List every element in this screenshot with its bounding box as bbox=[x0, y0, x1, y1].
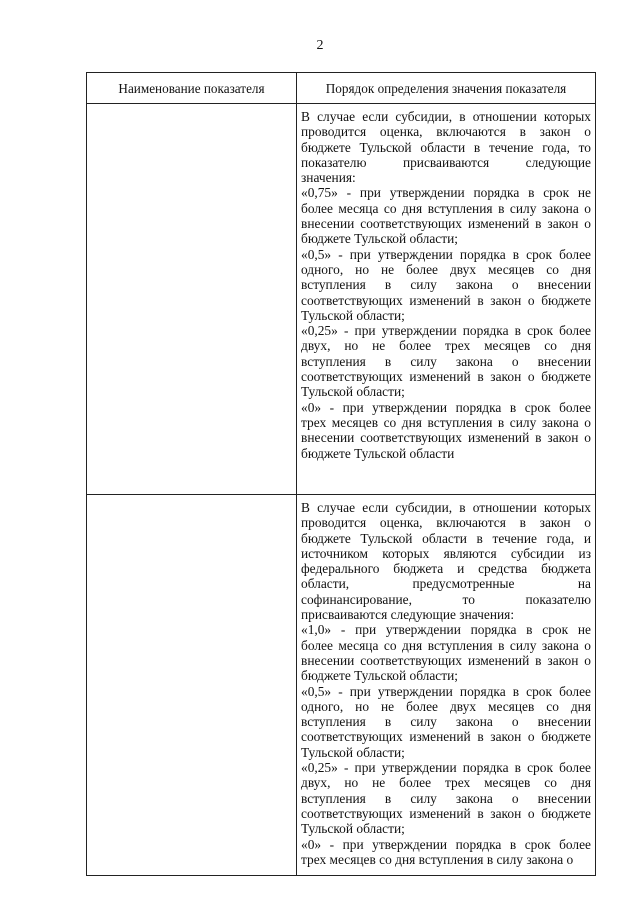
procedure-line: «0» - при утверждении порядка в срок более bbox=[301, 836, 591, 852]
procedure-line: одного, но не более двух месяцев со дня bbox=[301, 261, 591, 277]
procedure-line: «0,5» - при утверждении порядка в срок более bbox=[301, 683, 591, 699]
procedure-line: более месяца со дня вступления в силу закона о bbox=[301, 637, 591, 653]
procedure-line: Тульской области; bbox=[301, 384, 405, 400]
table-header-row bbox=[87, 73, 596, 104]
procedure-line: «0,5» - при утверждении порядка в срок более bbox=[301, 246, 591, 262]
procedure-line: внесении соответствующих изменений в закон о bbox=[301, 652, 591, 668]
procedure-line: внесении соответствующих изменений в закон о bbox=[301, 430, 591, 446]
procedure-line: бюджете Тульской области; bbox=[301, 668, 458, 684]
procedure-line: «0,75» - при утверждении порядка в срок не bbox=[301, 185, 591, 201]
procedure-line: вступления в силу закона о внесении bbox=[301, 714, 591, 730]
procedure-line: источником которых являются субсидии из bbox=[301, 545, 591, 561]
procedure-line: присваиваются следующие значения: bbox=[301, 607, 515, 623]
procedure-line: трех месяцев со дня вступления в силу закона о bbox=[301, 851, 574, 867]
procedure-line: одного, но не более двух месяцев со дня bbox=[301, 698, 591, 714]
procedure-line: федерального бюджета и средства бюджета bbox=[301, 561, 591, 577]
indicator-name-cell bbox=[87, 495, 297, 876]
header-indicator-name: Наименование показателя bbox=[87, 73, 297, 104]
procedure-line: проводится оценка, включаются в закон о bbox=[301, 124, 591, 140]
page-number: 2 bbox=[316, 38, 324, 53]
procedure-line: В случае если субсидии, в отношении которых bbox=[301, 500, 591, 515]
procedure-line: показателю присваиваются следующие bbox=[301, 154, 591, 170]
procedure-line: «1,0» - при утверждении порядка в срок не bbox=[301, 622, 591, 638]
procedure-line: внесении соответствующих изменений в закон о bbox=[301, 216, 591, 232]
procedure-line: соответствующих изменений в закон о бюджете bbox=[301, 369, 591, 385]
procedure-line: бюджете Тульской области; bbox=[301, 231, 458, 247]
procedure-line: соответствующих изменений в закон о бюджете bbox=[301, 805, 591, 821]
procedure-line: проводится оценка, включаются в закон о bbox=[301, 515, 591, 531]
procedure-line: Тульской области; bbox=[301, 744, 405, 760]
procedure-line: «0,25» - при утверждении порядка в срок более bbox=[301, 323, 591, 339]
indicators-table bbox=[86, 72, 596, 876]
header-indicator-procedure: Порядок определения значения показателя bbox=[297, 73, 596, 104]
indicator-procedure-cell bbox=[297, 104, 596, 495]
procedure-line: соответствующих изменений в закон о бюджете bbox=[301, 292, 591, 308]
procedure-line: «0,25» - при утверждении порядка в срок более bbox=[301, 760, 591, 776]
indicator-procedure-cell bbox=[297, 495, 596, 876]
procedure-line: области, предусмотренные на bbox=[301, 576, 591, 592]
procedure-line: вступления в силу закона о внесении bbox=[301, 353, 591, 369]
procedure-line: более месяца со дня вступления в силу закона о bbox=[301, 200, 591, 216]
procedure-line: бюджете Тульской области в течение года, то bbox=[301, 139, 591, 155]
procedure-line: бюджете Тульской области в течение года, и bbox=[301, 530, 591, 546]
procedure-line: значения: bbox=[301, 170, 356, 186]
procedure-line: двух, но не более трех месяцев со дня bbox=[301, 338, 591, 354]
procedure-line: Тульской области; bbox=[301, 307, 405, 323]
procedure-line: соответствующих изменений в закон о бюджете bbox=[301, 729, 591, 745]
procedure-line: двух, но не более трех месяцев со дня bbox=[301, 775, 591, 791]
procedure-line: В случае если субсидии, в отношении которых bbox=[301, 109, 591, 124]
procedure-line: вступления в силу закона о внесении bbox=[301, 277, 591, 293]
procedure-line: Тульской области; bbox=[301, 821, 405, 837]
table-row bbox=[87, 495, 596, 876]
indicator-name-cell bbox=[87, 104, 297, 495]
procedure-line: трех месяцев со дня вступления в силу закона о bbox=[301, 414, 591, 430]
procedure-line: вступления в силу закона о внесении bbox=[301, 790, 591, 806]
table-row bbox=[87, 104, 596, 495]
procedure-line: «0» - при утверждении порядка в срок более bbox=[301, 399, 591, 415]
procedure-line: бюджете Тульской области bbox=[301, 445, 455, 461]
procedure-line: софинансирование, то показателю bbox=[301, 591, 591, 607]
